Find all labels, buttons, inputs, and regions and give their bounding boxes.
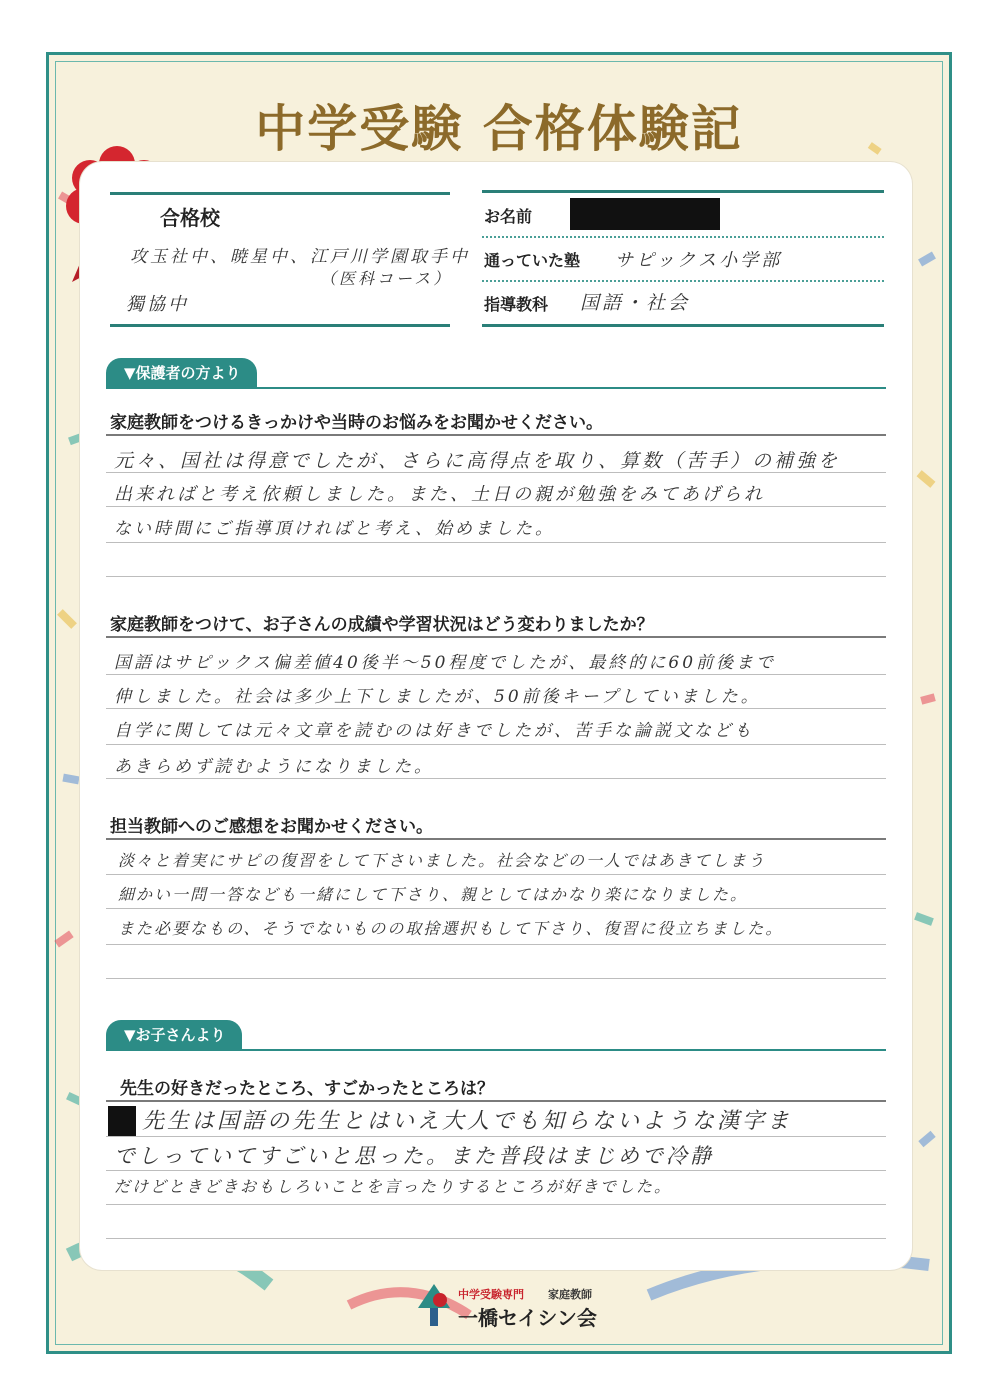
passed-schools-label: 合格校 xyxy=(160,206,220,230)
profile-left-top-rule xyxy=(110,192,450,195)
passed-schools-line-3: 獨協中 xyxy=(126,294,189,315)
tree-logo-icon xyxy=(416,1282,452,1328)
child-q1-answer-line-1: 先生は国語の先生とはいえ大人でも知らないような漢字ま xyxy=(142,1109,793,1134)
name-divider xyxy=(482,236,884,238)
footer-tagline-1: 中学受験専門 xyxy=(458,1288,524,1301)
child-section-bar xyxy=(106,1049,886,1051)
parent-q1-answer-line-1: 元々、国社は得意でしたが、さらに高得点を取り、算数（苦手）の補強を xyxy=(114,450,841,472)
parent-q3-answer-line-3: また必要なもの、そうでないものの取捨選択もして下さり、復習に役立ちました。 xyxy=(118,919,784,938)
passed-schools-line-2: （医科コース） xyxy=(320,269,453,288)
child-q1-answer-line-3: だけどときどきおもしろいことを言ったりするところが好きでした。 xyxy=(114,1177,673,1196)
page-title: 中学受験 合格体験記 xyxy=(255,99,743,158)
subjects-label: 指導教科 xyxy=(484,295,549,314)
child-q1-rule xyxy=(106,1136,886,1137)
parent-q2-rule-top xyxy=(106,636,886,638)
parent-q1-rule xyxy=(106,506,886,507)
child-q1-answer-line-2: でしっていてすごいと思った。また普段はまじめで冷静 xyxy=(114,1144,714,1168)
name-redaction xyxy=(570,198,720,230)
parent-q3-rule xyxy=(106,944,886,945)
name-label: お名前 xyxy=(484,207,533,226)
parent-q2-rule xyxy=(106,778,886,779)
parent-section-tag: ▼保護者の方より xyxy=(106,358,257,388)
profile-right-top-rule xyxy=(482,190,884,193)
parent-q1-rule xyxy=(106,472,886,473)
parent-q1-answer-line-2: 出来ればと考え依頼しました。また、土日の親が勉強をみてあげられ xyxy=(114,484,765,505)
child-q1-question: 先生の好きだったところ、すごかったところは？ xyxy=(120,1079,494,1099)
parent-q2-rule xyxy=(106,708,886,709)
cram-school-value: サピックス小学部 xyxy=(615,250,783,271)
parent-q1-rule xyxy=(106,576,886,577)
profile-left-bottom-rule xyxy=(110,324,450,327)
parent-q3-rule-top xyxy=(106,838,886,840)
subjects-value: 国語・社会 xyxy=(580,292,691,314)
parent-q2-answer-line-4: あきらめず読むようになりました。 xyxy=(114,757,434,777)
child-q1-rule-top xyxy=(106,1100,886,1102)
parent-q2-rule xyxy=(106,744,886,745)
cram-school-label: 通っていた塾 xyxy=(484,251,581,270)
parent-q1-question: 家庭教師をつけるきっかけや当時のお悩みをお聞かせください。 xyxy=(110,413,603,433)
parent-q1-rule-top xyxy=(106,434,886,436)
child-section-tag: ▼お子さんより xyxy=(106,1020,242,1050)
parent-q3-rule xyxy=(106,874,886,875)
parent-q3-rule xyxy=(106,908,886,909)
parent-q1-rule xyxy=(106,542,886,543)
parent-q2-answer-line-1: 国語はサピックス偏差値40後半〜50程度でしたが、最終的に60前後まで xyxy=(114,653,777,673)
footer-logo xyxy=(416,1282,616,1332)
parent-q1-answer-line-3: ない時間にご指導頂ければと考え、始めました。 xyxy=(114,519,556,539)
parent-q3-rule xyxy=(106,978,886,979)
parent-q2-answer-line-3: 自学に関しては元々文章を読むのは好きでしたが、苦手な論説文なども xyxy=(114,721,754,741)
parent-q3-answer-line-1: 淡々と着実にサピの復習をして下さいました。社会などの一人ではあきてしまう xyxy=(118,851,767,870)
footer-tagline-2: 家庭教師 xyxy=(548,1288,592,1301)
parent-q2-rule xyxy=(106,674,886,675)
footer-brand: 一橋セイシン会 xyxy=(458,1306,597,1330)
cram-school-divider xyxy=(482,280,884,282)
content-card xyxy=(80,162,912,1270)
parent-section-bar xyxy=(106,387,886,389)
parent-q3-answer-line-2: 細かい一問一答なども一緒にして下さり、親としてはかなり楽になりました。 xyxy=(118,885,749,904)
passed-schools-line-1: 攻玉社中、暁星中、江戸川学園取手中 xyxy=(130,247,470,267)
parent-q3-question: 担当教師へのご感想をお聞かせください。 xyxy=(110,817,433,837)
parent-q2-question: 家庭教師をつけて、お子さんの成績や学習状況はどう変わりましたか？ xyxy=(110,615,654,635)
child-q1-rule xyxy=(106,1238,886,1239)
child-q1-rule xyxy=(106,1204,886,1205)
child-q1-rule xyxy=(106,1170,886,1171)
parent-q2-answer-line-2: 伸しました。社会は多少上下しましたが、50前後キープしていました。 xyxy=(114,687,761,707)
child-name-redaction xyxy=(108,1106,136,1136)
profile-right-bottom-rule xyxy=(482,324,884,327)
